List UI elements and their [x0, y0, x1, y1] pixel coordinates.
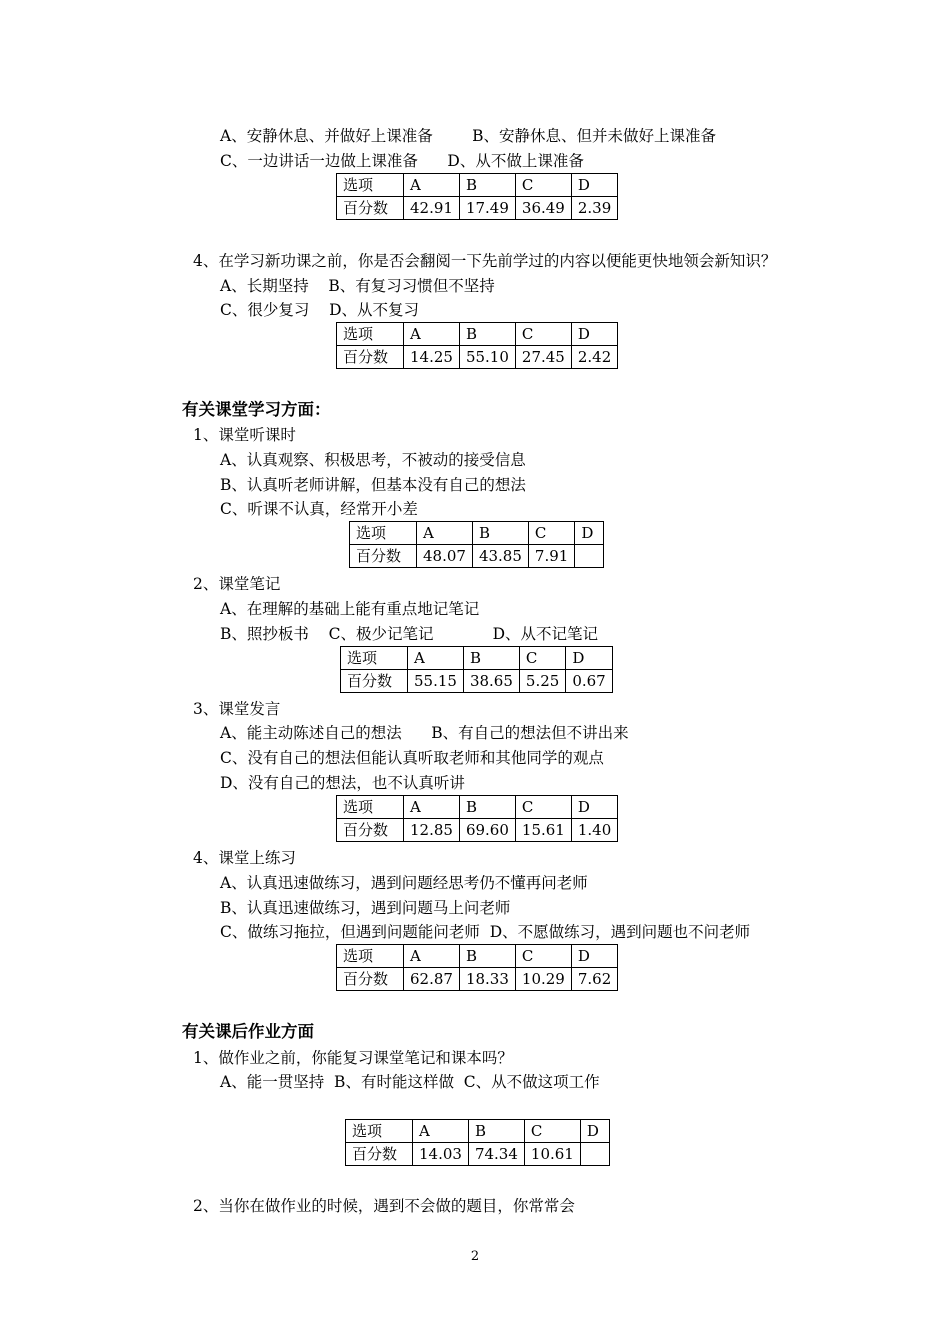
table-cell: 14.25 [404, 346, 460, 369]
table-cell: 百分数 [346, 1143, 413, 1166]
stats-table-classroom-q3 [336, 795, 618, 842]
classroom-q1-option-b: B、认真听老师讲解，但基本没有自己的想法 [220, 476, 526, 494]
classroom-q1-title: 1、课堂听课时 [193, 426, 296, 444]
table-cell: 10.29 [515, 968, 571, 991]
table-cell: B [459, 796, 515, 819]
stats-table-homework-q1 [345, 1119, 610, 1166]
table-row [337, 968, 618, 991]
question-4-options-ab: A、长期坚持 B、有复习习惯但不坚持 [220, 277, 495, 295]
classroom-q2-title: 2、课堂笔记 [193, 575, 281, 593]
table-cell: D [571, 323, 617, 346]
table-cell: A [413, 1120, 469, 1143]
table-cell: A [404, 945, 460, 968]
classroom-q4-option-a: A、认真迅速做练习，遇到问题经思考仍不懂再问老师 [220, 874, 588, 892]
table-cell: 38.65 [463, 670, 519, 693]
homework-q1-title: 1、做作业之前，你能复习课堂笔记和课本吗？ [193, 1049, 513, 1067]
table-row [337, 197, 618, 220]
table-cell: D [571, 174, 617, 197]
table-cell: 18.33 [459, 968, 515, 991]
table-cell: 2.39 [571, 197, 617, 220]
table-cell: 62.87 [404, 968, 460, 991]
table-cell: C [528, 522, 574, 545]
table-cell: D [575, 522, 604, 545]
table-cell: 百分数 [341, 670, 408, 693]
table-row [337, 819, 618, 842]
table-cell: 选项 [341, 647, 408, 670]
table-cell: D [571, 796, 617, 819]
table-cell [575, 545, 604, 568]
classroom-q1-option-a: A、认真观察、积极思考，不被动的接受信息 [220, 451, 526, 469]
classroom-q2-option-a: A、在理解的基础上能有重点地记笔记 [220, 600, 480, 618]
classroom-q4-option-b: B、认真迅速做练习，遇到问题马上问老师 [220, 899, 511, 917]
table-row [341, 670, 613, 693]
table-cell: A [404, 323, 460, 346]
classroom-q1-option-c: C、听课不认真，经常开小差 [220, 500, 418, 518]
table-cell: D [566, 647, 612, 670]
table-cell: 选项 [337, 174, 404, 197]
table-cell: C [524, 1120, 580, 1143]
table-cell: 17.49 [459, 197, 515, 220]
table-cell: A [417, 522, 473, 545]
table-cell: 10.61 [524, 1143, 580, 1166]
classroom-q3-title: 3、课堂发言 [193, 700, 281, 718]
table-row [346, 1143, 610, 1166]
table-cell: 百分数 [350, 545, 417, 568]
table-cell: 选项 [337, 323, 404, 346]
table-cell: 7.62 [571, 968, 617, 991]
table-cell: 百分数 [337, 968, 404, 991]
table-cell [580, 1143, 609, 1166]
table-cell: B [468, 1120, 524, 1143]
question-4-options-cd: C、很少复习 D、从不复习 [220, 301, 419, 319]
table-cell: 55.10 [459, 346, 515, 369]
homework-q2-title: 2、当你在做作业的时候，遇到不会做的题目，你常常会 [193, 1197, 575, 1215]
table-cell: 0.67 [566, 670, 612, 693]
table-cell: 42.91 [404, 197, 460, 220]
table-cell: 36.49 [515, 197, 571, 220]
table-cell: B [459, 945, 515, 968]
table-cell: A [408, 647, 464, 670]
table-cell: 55.15 [408, 670, 464, 693]
table-header-row [337, 796, 618, 819]
table-row [337, 346, 618, 369]
table-header-row [350, 522, 604, 545]
table-cell: A [404, 796, 460, 819]
table-cell: 百分数 [337, 346, 404, 369]
table-cell: 7.91 [528, 545, 574, 568]
table-cell: D [571, 945, 617, 968]
table-cell: C [515, 323, 571, 346]
table-cell: C [515, 174, 571, 197]
homework-q1-options: A、能一贯坚持 B、有时能这样做 C、从不做这项工作 [220, 1073, 600, 1091]
section-heading-homework: 有关课后作业方面 [182, 1022, 314, 1041]
table-cell: 69.60 [459, 819, 515, 842]
table-cell: 74.34 [468, 1143, 524, 1166]
question-4-title: 4、在学习新功课之前，你是否会翻阅一下先前学过的内容以便能更快地领会新知识？ [193, 252, 777, 270]
stats-table-classroom-q2 [340, 646, 613, 693]
table-cell: 1.40 [571, 819, 617, 842]
stats-table-classroom-q1 [349, 521, 604, 568]
stats-table-q4 [336, 322, 618, 369]
table-row [350, 545, 604, 568]
classroom-q4-options-cd: C、做练习拖拉，但遇到问题能问老师 D、不愿做练习，遇到问题也不问老师 [220, 923, 751, 941]
table-cell: C [519, 647, 565, 670]
table-cell: B [472, 522, 528, 545]
table-header-row [337, 945, 618, 968]
classroom-q4-title: 4、课堂上练习 [193, 849, 296, 867]
table-cell: 14.03 [413, 1143, 469, 1166]
table-cell: 百分数 [337, 197, 404, 220]
table-cell: 选项 [337, 945, 404, 968]
table-cell: 15.61 [515, 819, 571, 842]
table-cell: B [459, 323, 515, 346]
classroom-q3-option-d: D、没有自己的想法，也不认真听讲 [220, 774, 465, 792]
table-cell: 百分数 [337, 819, 404, 842]
table-cell: 43.85 [472, 545, 528, 568]
table-header-row [337, 174, 618, 197]
table-cell: A [404, 174, 460, 197]
table-cell: C [515, 945, 571, 968]
classroom-q2-options-bcd: B、照抄板书 C、极少记笔记 D、从不记笔记 [220, 625, 599, 643]
question-3-options-cd: C、一边讲话一边做上课准备 D、从不做上课准备 [220, 152, 584, 170]
table-cell: C [515, 796, 571, 819]
table-cell: 选项 [350, 522, 417, 545]
table-cell: 5.25 [519, 670, 565, 693]
table-header-row [337, 323, 618, 346]
classroom-q3-options-ab: A、能主动陈述自己的想法 B、有自己的想法但不讲出来 [220, 724, 629, 742]
table-cell: 27.45 [515, 346, 571, 369]
table-cell: 选项 [337, 796, 404, 819]
section-heading-classroom: 有关课堂学习方面： [182, 400, 331, 419]
table-cell: B [459, 174, 515, 197]
table-cell: 12.85 [404, 819, 460, 842]
classroom-q3-option-c: C、没有自己的想法但能认真听取老师和其他同学的观点 [220, 749, 604, 767]
table-cell: B [463, 647, 519, 670]
stats-table-classroom-q4 [336, 944, 618, 991]
table-cell: 选项 [346, 1120, 413, 1143]
table-header-row [341, 647, 613, 670]
table-cell: D [580, 1120, 609, 1143]
question-3-options-ab: A、安静休息、并做好上课准备 B、安静休息、但并未做好上课准备 [220, 127, 717, 145]
table-header-row [346, 1120, 610, 1143]
stats-table-q3 [336, 173, 618, 220]
table-cell: 48.07 [417, 545, 473, 568]
table-cell: 2.42 [571, 346, 617, 369]
page-number: 2 [470, 1249, 480, 1264]
